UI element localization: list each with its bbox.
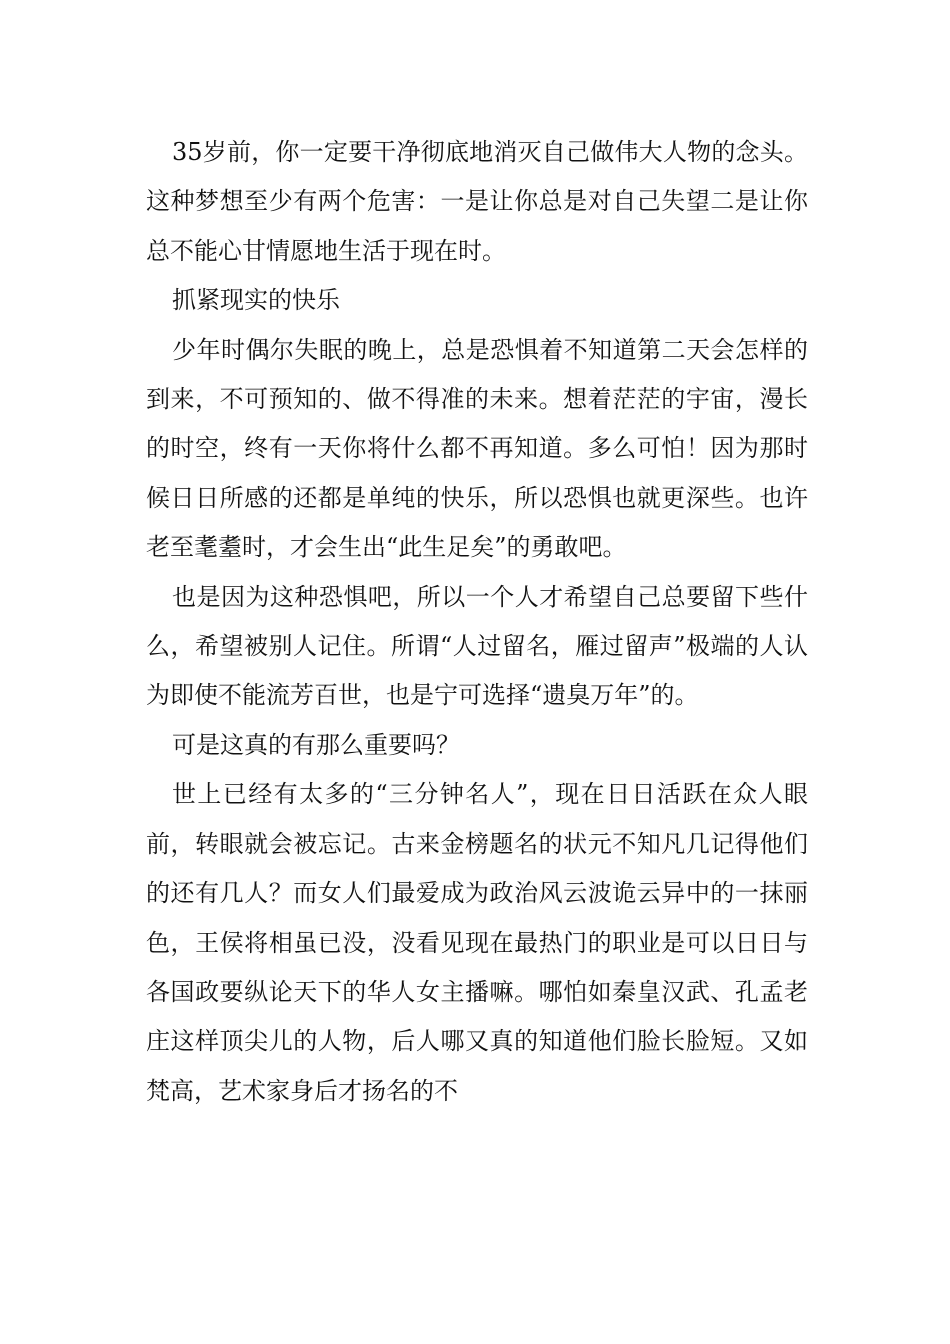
paragraph: 也是因为这种恐惧吧，所以一个人才希望自己总要留下些什么，希望被别人记住。所谓“人过留名，雁过留声”极端的人认为即使不能流芳百世，也是宁可选择“遗臭万年”的。 [146,582,808,710]
paragraph: 世上已经有太多的“三分钟名人”，现在日日活跃在众人眼前，转眼就会被忘记。古来金榜题名的状元不知凡几记得他们的还有几人？而女人们最爱成为政治风云波诡云异中的一抹丽色，王侯将相虽已没，没看见现在最热门的职业是可以日日与各国政要纵论天下的华人女主播嘛。哪怕如秦皇汉武、孔孟老庄这样顶尖儿的人物，后人哪又真的知道他们脸长脸短。又如梵高，艺术家身后才扬名的不 [146,780,808,1105]
document-body [146,128,808,1116]
paragraph: 35岁前，你一定要干净彻底地消灭自己做伟大人物的念头。这种梦想至少有两个危害：一是让你总是对自己失望二是让你总不能心甘情愿地生活于现在时。 [146,138,808,265]
paragraph: 少年时偶尔失眠的晚上，总是恐惧着不知道第二天会怎样的到来，不可预知的、做不得准的未来。想着茫茫的宇宙，漫长的时空，终有一天你将什么都不再知道。多么可怕！因为那时候日日所感的还都是单纯的快乐，所以恐惧也就更深些。也许老至耄耋时，才会生出“此生足矣”的勇敢吧。 [146,335,808,562]
section-heading: 抓紧现实的快乐 [172,286,340,315]
paragraph: 可是这真的有那么重要吗？ [172,730,460,759]
